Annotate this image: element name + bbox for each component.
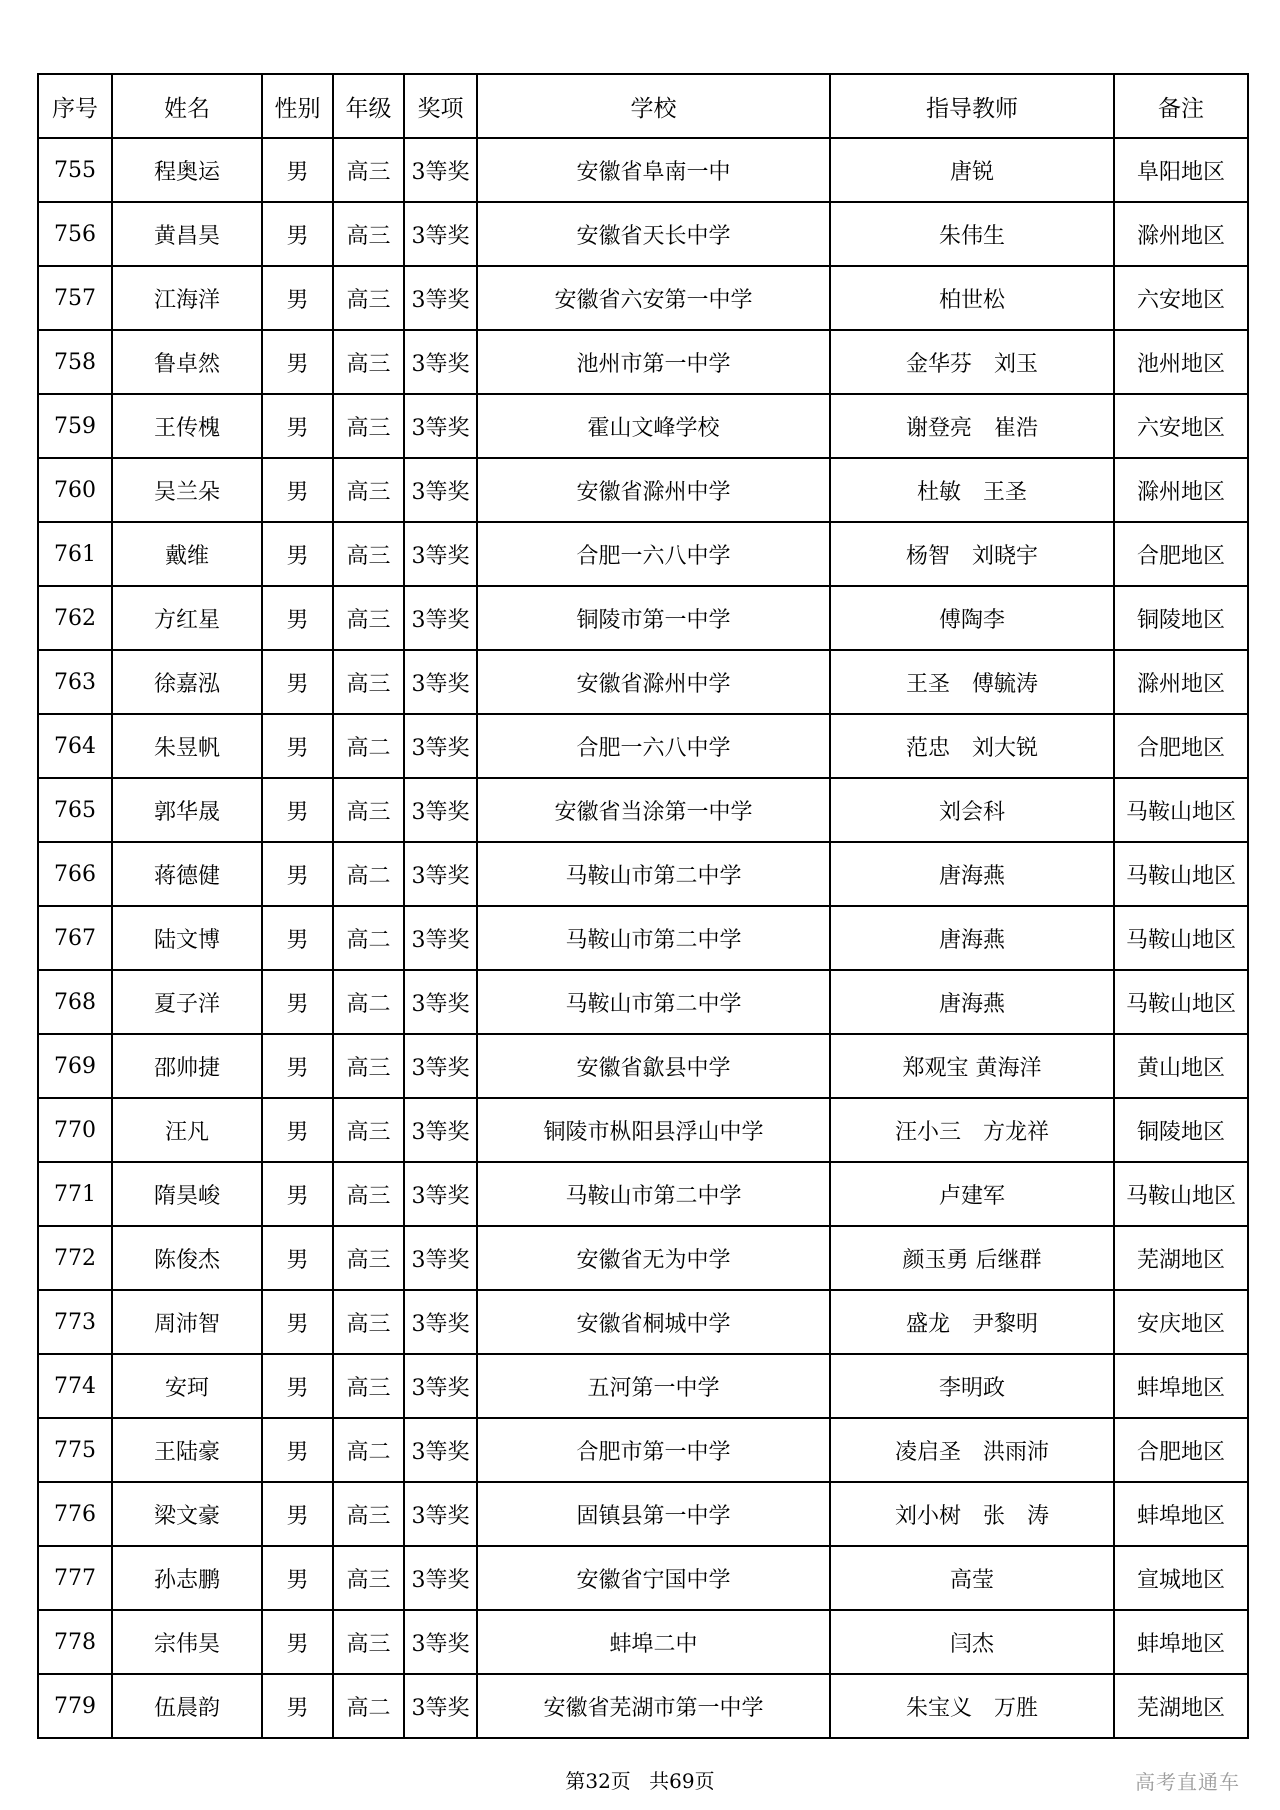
cell-remark: 芜湖地区 [1114, 1226, 1248, 1290]
cell-award: 3等奖 [404, 458, 477, 522]
cell-award: 3等奖 [404, 906, 477, 970]
cell-grade: 高三 [333, 458, 404, 522]
cell-remark: 蚌埠地区 [1114, 1610, 1248, 1674]
cell-grade: 高二 [333, 1674, 404, 1738]
cell-gender: 男 [262, 330, 333, 394]
table-row [38, 1354, 1248, 1418]
cell-school: 合肥市第一中学 [477, 1418, 830, 1482]
cell-grade: 高三 [333, 1354, 404, 1418]
cell-remark: 铜陵地区 [1114, 586, 1248, 650]
cell-school: 铜陵市枞阳县浮山中学 [477, 1098, 830, 1162]
cell-award: 3等奖 [404, 202, 477, 266]
cell-grade: 高三 [333, 1610, 404, 1674]
cell-remark: 黄山地区 [1114, 1034, 1248, 1098]
cell-teacher: 盛龙 尹黎明 [830, 1290, 1114, 1354]
cell-index: 776 [38, 1482, 112, 1546]
cell-remark: 安庆地区 [1114, 1290, 1248, 1354]
cell-grade: 高三 [333, 1098, 404, 1162]
cell-award: 3等奖 [404, 1482, 477, 1546]
header-gender: 性别 [262, 74, 333, 138]
cell-teacher: 刘会科 [830, 778, 1114, 842]
cell-gender: 男 [262, 394, 333, 458]
cell-award: 3等奖 [404, 1034, 477, 1098]
cell-remark: 马鞍山地区 [1114, 970, 1248, 1034]
cell-award: 3等奖 [404, 1546, 477, 1610]
cell-gender: 男 [262, 586, 333, 650]
cell-index: 756 [38, 202, 112, 266]
cell-school: 安徽省天长中学 [477, 202, 830, 266]
cell-gender: 男 [262, 1354, 333, 1418]
table-row [38, 138, 1248, 202]
cell-name: 蒋德健 [112, 842, 262, 906]
cell-index: 769 [38, 1034, 112, 1098]
cell-name: 周沛智 [112, 1290, 262, 1354]
cell-grade: 高二 [333, 970, 404, 1034]
cell-award: 3等奖 [404, 1354, 477, 1418]
cell-remark: 合肥地区 [1114, 714, 1248, 778]
cell-index: 755 [38, 138, 112, 202]
table-row [38, 266, 1248, 330]
cell-name: 戴维 [112, 522, 262, 586]
cell-remark: 马鞍山地区 [1114, 906, 1248, 970]
table-row [38, 1418, 1248, 1482]
cell-school: 合肥一六八中学 [477, 714, 830, 778]
cell-index: 771 [38, 1162, 112, 1226]
cell-gender: 男 [262, 1290, 333, 1354]
cell-school: 安徽省桐城中学 [477, 1290, 830, 1354]
cell-index: 772 [38, 1226, 112, 1290]
cell-index: 760 [38, 458, 112, 522]
cell-grade: 高三 [333, 202, 404, 266]
cell-award: 3等奖 [404, 778, 477, 842]
cell-remark: 滁州地区 [1114, 650, 1248, 714]
cell-teacher: 汪小三 方龙祥 [830, 1098, 1114, 1162]
table-row [38, 394, 1248, 458]
cell-grade: 高三 [333, 266, 404, 330]
cell-remark: 阜阳地区 [1114, 138, 1248, 202]
cell-grade: 高三 [333, 522, 404, 586]
cell-gender: 男 [262, 1034, 333, 1098]
cell-index: 768 [38, 970, 112, 1034]
table-row [38, 906, 1248, 970]
cell-index: 758 [38, 330, 112, 394]
cell-teacher: 高莹 [830, 1546, 1114, 1610]
cell-grade: 高三 [333, 586, 404, 650]
cell-teacher: 李明政 [830, 1354, 1114, 1418]
cell-gender: 男 [262, 1226, 333, 1290]
cell-name: 郭华晟 [112, 778, 262, 842]
cell-award: 3等奖 [404, 970, 477, 1034]
header-award: 奖项 [404, 74, 477, 138]
cell-gender: 男 [262, 1674, 333, 1738]
cell-school: 固镇县第一中学 [477, 1482, 830, 1546]
cell-gender: 男 [262, 650, 333, 714]
cell-index: 767 [38, 906, 112, 970]
cell-remark: 蚌埠地区 [1114, 1354, 1248, 1418]
cell-grade: 高三 [333, 394, 404, 458]
cell-remark: 滁州地区 [1114, 458, 1248, 522]
cell-remark: 合肥地区 [1114, 1418, 1248, 1482]
cell-name: 孙志鹏 [112, 1546, 262, 1610]
page-total: 共69页 [649, 1769, 715, 1793]
cell-index: 764 [38, 714, 112, 778]
cell-teacher: 范忠 刘大锐 [830, 714, 1114, 778]
cell-gender: 男 [262, 138, 333, 202]
cell-award: 3等奖 [404, 650, 477, 714]
cell-name: 徐嘉泓 [112, 650, 262, 714]
cell-remark: 宣城地区 [1114, 1546, 1248, 1610]
cell-gender: 男 [262, 1546, 333, 1610]
cell-name: 方红星 [112, 586, 262, 650]
cell-school: 安徽省无为中学 [477, 1226, 830, 1290]
cell-award: 3等奖 [404, 1098, 477, 1162]
cell-teacher: 朱宝义 万胜 [830, 1674, 1114, 1738]
cell-remark: 池州地区 [1114, 330, 1248, 394]
cell-name: 宗伟昊 [112, 1610, 262, 1674]
cell-school: 安徽省六安第一中学 [477, 266, 830, 330]
cell-index: 766 [38, 842, 112, 906]
cell-award: 3等奖 [404, 842, 477, 906]
cell-remark: 六安地区 [1114, 266, 1248, 330]
cell-gender: 男 [262, 458, 333, 522]
cell-remark: 滁州地区 [1114, 202, 1248, 266]
cell-index: 777 [38, 1546, 112, 1610]
table-row [38, 1610, 1248, 1674]
cell-name: 王传槐 [112, 394, 262, 458]
cell-remark: 马鞍山地区 [1114, 842, 1248, 906]
cell-index: 757 [38, 266, 112, 330]
cell-index: 759 [38, 394, 112, 458]
cell-remark: 六安地区 [1114, 394, 1248, 458]
cell-teacher: 唐锐 [830, 138, 1114, 202]
cell-teacher: 王圣 傅毓涛 [830, 650, 1114, 714]
cell-name: 吴兰朵 [112, 458, 262, 522]
cell-teacher: 凌启圣 洪雨沛 [830, 1418, 1114, 1482]
cell-grade: 高二 [333, 906, 404, 970]
cell-gender: 男 [262, 1482, 333, 1546]
cell-gender: 男 [262, 1418, 333, 1482]
cell-gender: 男 [262, 778, 333, 842]
cell-teacher: 傅陶李 [830, 586, 1114, 650]
table-row [38, 778, 1248, 842]
cell-school: 霍山文峰学校 [477, 394, 830, 458]
table-row [38, 714, 1248, 778]
cell-grade: 高三 [333, 1034, 404, 1098]
cell-teacher: 柏世松 [830, 266, 1114, 330]
cell-gender: 男 [262, 522, 333, 586]
cell-index: 778 [38, 1610, 112, 1674]
cell-teacher: 金华芬 刘玉 [830, 330, 1114, 394]
cell-gender: 男 [262, 202, 333, 266]
cell-gender: 男 [262, 714, 333, 778]
cell-index: 770 [38, 1098, 112, 1162]
cell-award: 3等奖 [404, 586, 477, 650]
cell-name: 夏子洋 [112, 970, 262, 1034]
cell-school: 铜陵市第一中学 [477, 586, 830, 650]
table-row [38, 1546, 1248, 1610]
cell-teacher: 杨智 刘晓宇 [830, 522, 1114, 586]
table-row [38, 330, 1248, 394]
table-row [38, 202, 1248, 266]
cell-name: 陆文博 [112, 906, 262, 970]
cell-name: 邵帅捷 [112, 1034, 262, 1098]
cell-name: 王陆豪 [112, 1418, 262, 1482]
page-current: 第32页 [565, 1769, 631, 1793]
cell-award: 3等奖 [404, 1290, 477, 1354]
cell-teacher: 郑观宝 黄海洋 [830, 1034, 1114, 1098]
cell-award: 3等奖 [404, 266, 477, 330]
cell-index: 762 [38, 586, 112, 650]
cell-gender: 男 [262, 1162, 333, 1226]
header-index: 序号 [38, 74, 112, 138]
cell-award: 3等奖 [404, 1418, 477, 1482]
cell-gender: 男 [262, 842, 333, 906]
cell-school: 安徽省滁州中学 [477, 458, 830, 522]
table-row [38, 1674, 1248, 1738]
cell-name: 程奥运 [112, 138, 262, 202]
cell-name: 鲁卓然 [112, 330, 262, 394]
cell-grade: 高二 [333, 1418, 404, 1482]
header-row [38, 74, 1248, 138]
table-row [38, 1162, 1248, 1226]
cell-award: 3等奖 [404, 138, 477, 202]
cell-grade: 高三 [333, 1546, 404, 1610]
cell-school: 蚌埠二中 [477, 1610, 830, 1674]
cell-grade: 高三 [333, 1290, 404, 1354]
cell-gender: 男 [262, 1098, 333, 1162]
cell-grade: 高三 [333, 1162, 404, 1226]
cell-school: 合肥一六八中学 [477, 522, 830, 586]
cell-award: 3等奖 [404, 1226, 477, 1290]
cell-remark: 合肥地区 [1114, 522, 1248, 586]
header-remark: 备注 [1114, 74, 1248, 138]
cell-grade: 高三 [333, 650, 404, 714]
cell-name: 江海洋 [112, 266, 262, 330]
table-row [38, 970, 1248, 1034]
cell-remark: 蚌埠地区 [1114, 1482, 1248, 1546]
cell-school: 五河第一中学 [477, 1354, 830, 1418]
cell-index: 775 [38, 1418, 112, 1482]
cell-grade: 高三 [333, 330, 404, 394]
cell-gender: 男 [262, 266, 333, 330]
table-row [38, 586, 1248, 650]
cell-school: 池州市第一中学 [477, 330, 830, 394]
cell-school: 马鞍山市第二中学 [477, 906, 830, 970]
cell-name: 梁文豪 [112, 1482, 262, 1546]
cell-award: 3等奖 [404, 1674, 477, 1738]
cell-teacher: 卢建军 [830, 1162, 1114, 1226]
cell-teacher: 谢登亮 崔浩 [830, 394, 1114, 458]
cell-gender: 男 [262, 906, 333, 970]
header-grade: 年级 [333, 74, 404, 138]
cell-school: 安徽省滁州中学 [477, 650, 830, 714]
cell-remark: 马鞍山地区 [1114, 778, 1248, 842]
cell-teacher: 唐海燕 [830, 970, 1114, 1034]
cell-remark: 铜陵地区 [1114, 1098, 1248, 1162]
page-indicator [0, 1765, 1280, 1794]
cell-teacher: 唐海燕 [830, 842, 1114, 906]
cell-school: 安徽省宁国中学 [477, 1546, 830, 1610]
table-row [38, 1034, 1248, 1098]
cell-school: 安徽省芜湖市第一中学 [477, 1674, 830, 1738]
table-row [38, 1226, 1248, 1290]
cell-school: 马鞍山市第二中学 [477, 1162, 830, 1226]
table-body [38, 138, 1248, 1738]
cell-index: 763 [38, 650, 112, 714]
cell-teacher: 唐海燕 [830, 906, 1114, 970]
table-row [38, 458, 1248, 522]
cell-grade: 高二 [333, 714, 404, 778]
cell-gender: 男 [262, 970, 333, 1034]
cell-school: 安徽省歙县中学 [477, 1034, 830, 1098]
cell-school: 马鞍山市第二中学 [477, 842, 830, 906]
table-row [38, 1290, 1248, 1354]
cell-name: 汪凡 [112, 1098, 262, 1162]
cell-award: 3等奖 [404, 1610, 477, 1674]
cell-remark: 芜湖地区 [1114, 1674, 1248, 1738]
cell-teacher: 朱伟生 [830, 202, 1114, 266]
cell-school: 马鞍山市第二中学 [477, 970, 830, 1034]
table-row [38, 650, 1248, 714]
table-row [38, 1098, 1248, 1162]
cell-teacher: 杜敏 王圣 [830, 458, 1114, 522]
cell-name: 黄昌昊 [112, 202, 262, 266]
cell-index: 773 [38, 1290, 112, 1354]
header-name: 姓名 [112, 74, 262, 138]
header-teacher: 指导教师 [830, 74, 1114, 138]
cell-grade: 高三 [333, 1482, 404, 1546]
cell-grade: 高三 [333, 138, 404, 202]
award-table [37, 73, 1249, 1739]
table-row [38, 1482, 1248, 1546]
cell-school: 安徽省阜南一中 [477, 138, 830, 202]
cell-name: 伍晨韵 [112, 1674, 262, 1738]
cell-name: 朱昱帆 [112, 714, 262, 778]
cell-index: 765 [38, 778, 112, 842]
cell-teacher: 刘小树 张 涛 [830, 1482, 1114, 1546]
watermark-text: 高考直通车 [1135, 1770, 1240, 1794]
cell-grade: 高二 [333, 842, 404, 906]
cell-award: 3等奖 [404, 714, 477, 778]
cell-name: 安珂 [112, 1354, 262, 1418]
table-row [38, 842, 1248, 906]
cell-index: 779 [38, 1674, 112, 1738]
cell-name: 隋昊峻 [112, 1162, 262, 1226]
cell-teacher: 颜玉勇 后继群 [830, 1226, 1114, 1290]
cell-remark: 马鞍山地区 [1114, 1162, 1248, 1226]
header-school: 学校 [477, 74, 830, 138]
cell-grade: 高三 [333, 1226, 404, 1290]
cell-index: 761 [38, 522, 112, 586]
cell-name: 陈俊杰 [112, 1226, 262, 1290]
cell-gender: 男 [262, 1610, 333, 1674]
cell-teacher: 闫杰 [830, 1610, 1114, 1674]
cell-school: 安徽省当涂第一中学 [477, 778, 830, 842]
cell-award: 3等奖 [404, 394, 477, 458]
cell-award: 3等奖 [404, 522, 477, 586]
cell-award: 3等奖 [404, 1162, 477, 1226]
table-row [38, 522, 1248, 586]
cell-award: 3等奖 [404, 330, 477, 394]
cell-grade: 高三 [333, 778, 404, 842]
cell-index: 774 [38, 1354, 112, 1418]
